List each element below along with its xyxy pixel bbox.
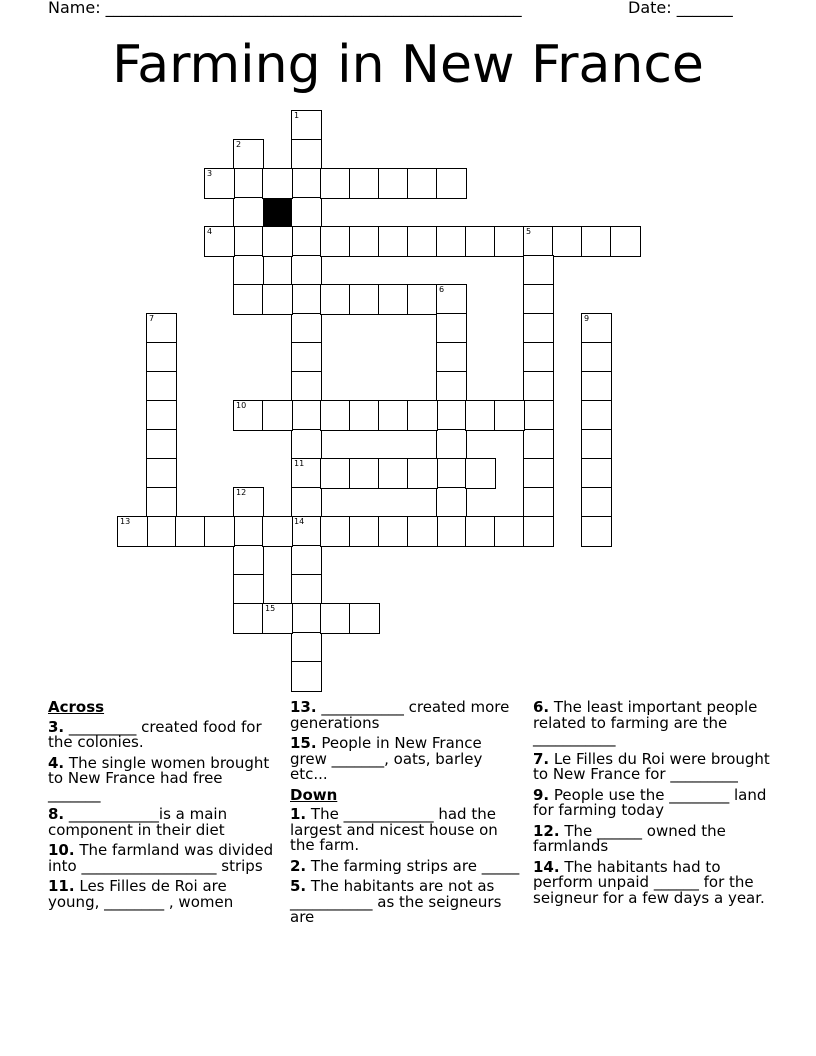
clue-across-15 (290, 736, 522, 783)
crossword-cell[interactable] (581, 516, 612, 547)
crossword-cell[interactable] (146, 516, 177, 547)
clue-number: 8. (48, 805, 65, 823)
crossword-cell[interactable] (233, 487, 264, 518)
clue-text: The farmland was divided into __________________ strips (48, 841, 274, 875)
crossword-cell[interactable] (291, 603, 322, 634)
date-field-label: Date: _______ (628, 0, 733, 17)
crossword-cell[interactable] (436, 458, 467, 489)
clue-number-label: 12 (236, 488, 247, 497)
crossword-cell[interactable] (291, 400, 322, 431)
clue-number: 5. (290, 877, 307, 895)
crossword-cell[interactable] (291, 429, 322, 460)
crossword-cell[interactable] (523, 400, 554, 431)
crossword-cell[interactable] (407, 168, 438, 199)
clue-down-9 (533, 785, 773, 819)
crossword-cell[interactable] (465, 458, 496, 489)
clue-number: 12. (533, 821, 560, 840)
crossword-cell[interactable] (465, 400, 496, 431)
crossword-cell[interactable] (349, 168, 380, 199)
crossword-cell[interactable] (233, 545, 264, 576)
clue-text: The habitants are not as ___________ as the seigneurs are (290, 877, 502, 926)
clue-number: 7. (533, 749, 550, 768)
crossword-cell[interactable] (146, 458, 177, 489)
crossword-cell[interactable] (349, 284, 380, 315)
clue-text: The ____________ had the largest and nicest house on the farm. (290, 805, 498, 854)
clues-column-1 (48, 700, 278, 915)
crossword-cell[interactable] (494, 516, 525, 547)
crossword-cell[interactable] (436, 487, 467, 518)
clue-across-8 (48, 807, 278, 838)
clue-down-2 (290, 856, 522, 875)
crossword-cell[interactable] (233, 284, 264, 315)
crossword-cell[interactable] (581, 226, 612, 257)
crossword-cell[interactable] (291, 255, 322, 286)
crossword-cell[interactable] (523, 458, 554, 489)
crossword-cell[interactable] (436, 226, 467, 257)
crossword-cell[interactable] (291, 139, 322, 170)
crossword-cell[interactable] (233, 255, 264, 286)
crossword-cell[interactable] (291, 574, 322, 605)
crossword-cell[interactable] (523, 516, 554, 547)
crossword-cell[interactable] (146, 429, 177, 460)
clue-number: 4. (48, 753, 65, 772)
crossword-cell[interactable] (581, 371, 612, 402)
clue-across-10 (48, 843, 278, 874)
crossword-cell[interactable] (436, 400, 467, 431)
crossword-cell[interactable] (291, 168, 322, 199)
crossword-cell[interactable] (291, 458, 322, 489)
clue-number-label: 3 (207, 169, 213, 178)
clue-down-12 (533, 821, 773, 855)
crossword-block-cell (262, 197, 293, 228)
page-title: Farming in New France (112, 35, 704, 95)
crossword-cell[interactable] (378, 226, 409, 257)
clue-down-1 (290, 807, 522, 854)
crossword-cell[interactable] (436, 429, 467, 460)
crossword-cell[interactable] (378, 516, 409, 547)
clue-number: 13. (290, 698, 317, 716)
name-field-label: Name: ____________________________________________________ (48, 0, 522, 17)
clue-text: The single women brought to New France had free _______ (48, 753, 270, 803)
clue-text: Les Filles de Roi are young, ________ , women (48, 877, 234, 911)
clue-number: 3. (48, 717, 65, 736)
crossword-cell[interactable] (349, 400, 380, 431)
clue-number: 15. (290, 734, 317, 752)
crossword-cell[interactable] (262, 226, 293, 257)
clue-text: Le Filles du Roi were brought to New France for _________ (533, 749, 770, 783)
crossword-cell[interactable] (291, 342, 322, 373)
crossword-cell[interactable] (523, 487, 554, 518)
crossword-cell[interactable] (291, 226, 322, 257)
crossword-cell[interactable] (581, 313, 612, 344)
crossword-cell[interactable] (291, 284, 322, 315)
crossword-cell[interactable] (320, 516, 351, 547)
crossword-cell[interactable] (378, 168, 409, 199)
crossword-cell[interactable] (407, 516, 438, 547)
crossword-cell[interactable] (523, 313, 554, 344)
clue-down-7 (533, 749, 773, 783)
crossword-cell[interactable] (436, 284, 467, 315)
crossword-cell[interactable] (233, 603, 264, 634)
crossword-cell[interactable] (436, 168, 467, 199)
crossword-cell[interactable] (204, 168, 235, 199)
crossword-cell[interactable] (465, 226, 496, 257)
crossword-cell[interactable] (581, 400, 612, 431)
clue-number-label: 1 (294, 111, 300, 120)
clue-text: People in New France grew _______, oats, barley etc... (290, 734, 483, 783)
crossword-cell[interactable] (117, 516, 148, 547)
crossword-cell[interactable] (291, 197, 322, 228)
down-heading: Down (290, 785, 338, 804)
across-heading: Across (48, 698, 105, 716)
crossword-cell[interactable] (291, 632, 322, 663)
crossword-cell[interactable] (291, 313, 322, 344)
crossword-cell[interactable] (407, 284, 438, 315)
crossword-cell[interactable] (581, 429, 612, 460)
clue-number: 10. (48, 841, 75, 859)
crossword-cell[interactable] (291, 516, 322, 547)
clue-text: People use the ________ land for farming today (533, 785, 767, 819)
crossword-cell[interactable] (233, 139, 264, 170)
crossword-cell[interactable] (349, 458, 380, 489)
crossword-cell[interactable] (523, 255, 554, 286)
crossword-cell[interactable] (407, 226, 438, 257)
crossword-cell[interactable] (523, 371, 554, 402)
clue-across-11 (48, 879, 278, 910)
crossword-cell[interactable] (291, 371, 322, 402)
clue-text: _________ created food for the colonies. (48, 717, 262, 751)
crossword-cell[interactable] (610, 226, 641, 257)
crossword-cell[interactable] (262, 168, 293, 199)
crossword-cell[interactable] (320, 603, 351, 634)
crossword-cell[interactable] (146, 342, 177, 373)
clue-text: The farming strips are _____ (306, 856, 520, 875)
crossword-cell[interactable] (378, 284, 409, 315)
clue-across-13 (290, 700, 522, 731)
crossword-cell[interactable] (349, 603, 380, 634)
clue-number: 1. (290, 805, 307, 823)
clue-number-label: 14 (294, 517, 305, 526)
crossword-cell[interactable] (291, 661, 322, 692)
crossword-cell[interactable] (146, 313, 177, 344)
clues-column-3 (533, 700, 773, 911)
clue-text: The least important people related to farming are the ___________ (533, 698, 758, 747)
crossword-cell[interactable] (204, 516, 235, 547)
clue-number-label: 5 (526, 227, 532, 236)
clue-number-label: 10 (236, 401, 247, 410)
crossword-cell[interactable] (262, 516, 293, 547)
crossword-cell[interactable] (407, 400, 438, 431)
crossword-cell[interactable] (320, 458, 351, 489)
crossword-cell[interactable] (523, 284, 554, 315)
crossword-cell[interactable] (436, 342, 467, 373)
clue-down-14 (533, 857, 773, 907)
clue-number-label: 7 (149, 314, 155, 323)
crossword-cell[interactable] (320, 226, 351, 257)
crossword-cell[interactable] (233, 516, 264, 547)
clue-number-label: 11 (294, 459, 305, 468)
crossword-cell[interactable] (233, 168, 264, 199)
crossword-cell[interactable] (291, 110, 322, 141)
crossword-cell[interactable] (291, 487, 322, 518)
clue-number-label: 13 (120, 517, 131, 526)
clue-number-label: 6 (439, 285, 445, 294)
crossword-cell[interactable] (581, 458, 612, 489)
crossword-cell[interactable] (465, 516, 496, 547)
crossword-cell[interactable] (262, 284, 293, 315)
crossword-cell[interactable] (262, 603, 293, 634)
clue-number-label: 2 (236, 140, 242, 149)
crossword-cell[interactable] (320, 284, 351, 315)
crossword-cell[interactable] (552, 226, 583, 257)
crossword-cell[interactable] (581, 342, 612, 373)
clue-text: ____________is a main component in their diet (48, 805, 228, 839)
crossword-cell[interactable] (378, 400, 409, 431)
crossword-cell[interactable] (436, 313, 467, 344)
clue-number: 9. (533, 785, 550, 804)
clue-down-6 (533, 700, 773, 747)
crossword-cell[interactable] (262, 400, 293, 431)
crossword-cell[interactable] (523, 226, 554, 257)
crossword-cell[interactable] (233, 574, 264, 605)
crossword-cell[interactable] (581, 487, 612, 518)
clue-number: 14. (533, 857, 560, 876)
crossword-cell[interactable] (523, 429, 554, 460)
clue-across-3 (48, 717, 278, 751)
clue-number: 6. (533, 698, 550, 716)
crossword-cell[interactable] (175, 516, 206, 547)
clue-number: 11. (48, 877, 75, 895)
clue-number: 2. (290, 856, 307, 875)
clue-across-4 (48, 753, 278, 803)
clue-text: ___________ created more generations (290, 698, 510, 732)
crossword-cell[interactable] (349, 516, 380, 547)
crossword-cell[interactable] (349, 226, 380, 257)
crossword-cell[interactable] (436, 516, 467, 547)
clue-number-label: 15 (265, 604, 276, 613)
crossword-cell[interactable] (204, 226, 235, 257)
clue-text: The ______ owned the farmlands (533, 821, 726, 855)
crossword-cell[interactable] (233, 400, 264, 431)
clue-number-label: 4 (207, 227, 213, 236)
crossword-cell[interactable] (146, 487, 177, 518)
crossword-cell[interactable] (523, 342, 554, 373)
crossword-cell[interactable] (146, 400, 177, 431)
crossword-cell[interactable] (378, 458, 409, 489)
crossword-cell[interactable] (494, 226, 525, 257)
clues-column-2 (290, 700, 522, 931)
crossword-cell[interactable] (233, 226, 264, 257)
crossword-cell[interactable] (494, 400, 525, 431)
crossword-cell[interactable] (436, 371, 467, 402)
crossword-cell[interactable] (407, 458, 438, 489)
clue-number-label: 9 (584, 314, 590, 323)
crossword-cell[interactable] (320, 168, 351, 199)
clue-down-5 (290, 879, 522, 926)
crossword-cell[interactable] (291, 545, 322, 576)
crossword-cell[interactable] (233, 197, 264, 228)
clue-text: The habitants had to perform unpaid ______ for the seigneur for a few days a year. (533, 857, 765, 907)
crossword-cell[interactable] (320, 400, 351, 431)
crossword-cell[interactable] (146, 371, 177, 402)
